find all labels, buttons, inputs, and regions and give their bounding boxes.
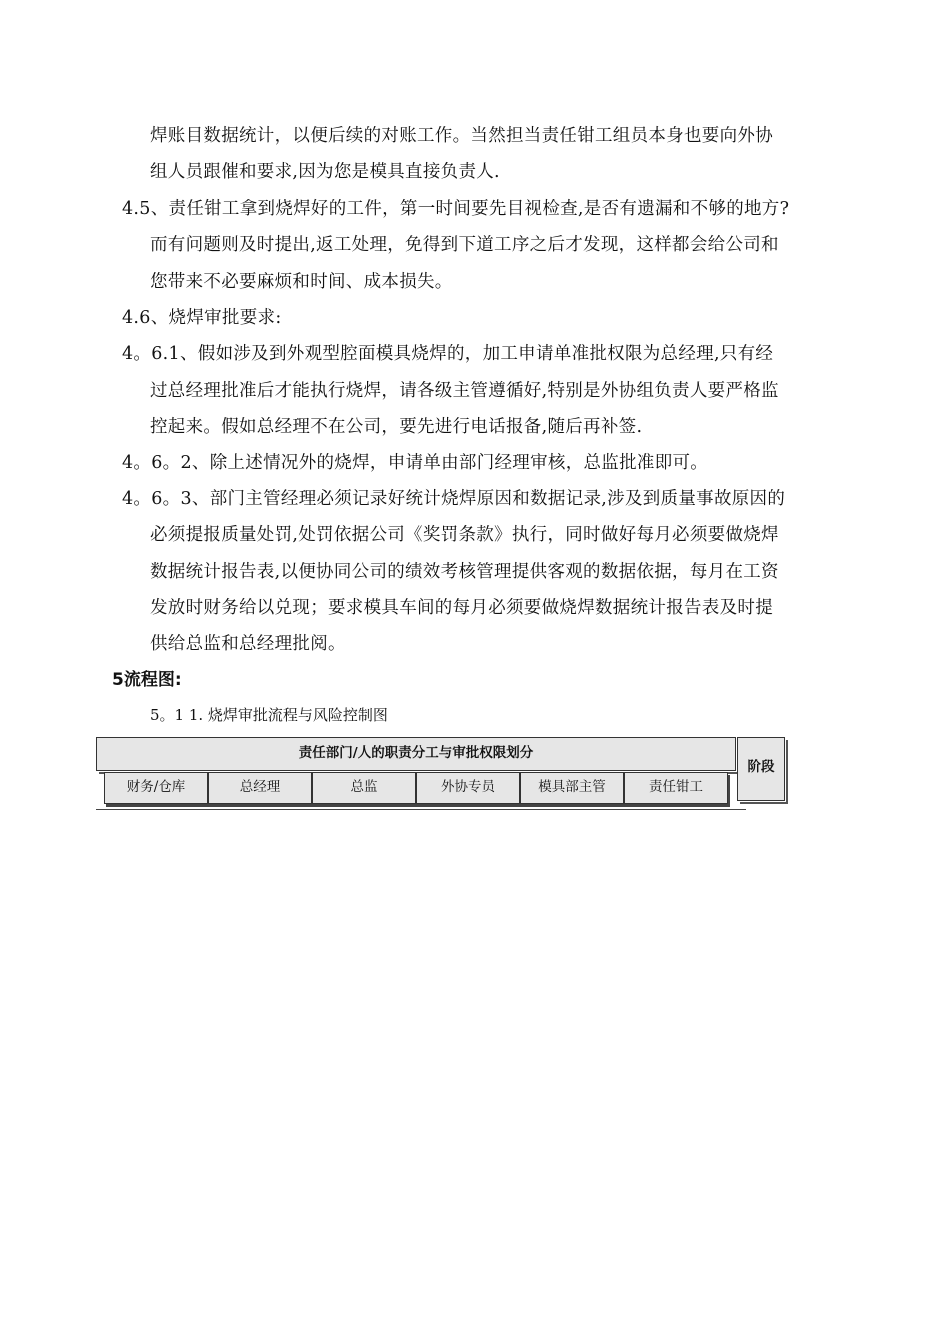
paragraph-line: 4。6.1、假如涉及到外观型腔面模具烧焊的，加工申请单准批权限为总经理,只有经 — [122, 344, 774, 364]
stage-cell: 阶段 — [737, 737, 785, 801]
figure-caption: 5。1 1. 烧焊审批流程与风险控制图 — [150, 706, 388, 724]
paragraph-line: 发放时财务给以兑现；要求模具车间的每月必须要做烧焊数据统计报告表及时提 — [150, 598, 773, 618]
role-cell-fitter: 责任钳工 — [624, 772, 728, 804]
paragraph-line: 而有问题则及时提出,返工处理，免得到下道工序之后才发现，这样都会给公司和 — [150, 235, 779, 255]
paragraph-line: 您带来不必要麻烦和时间、成本损失。 — [150, 272, 453, 292]
paragraph-line: 组人员跟催和要求,因为您是模具直接负责人. — [150, 162, 500, 182]
paragraph-line: 数据统计报告表,以便协同公司的绩效考核管理提供客观的数据依据，每月在工资 — [150, 562, 779, 582]
table-bottom-rule — [96, 809, 746, 810]
paragraph-line: 4.6、烧焊审批要求: — [122, 308, 282, 328]
section-title: 5流程图: — [112, 670, 182, 690]
paragraph-line: 4.5、责任钳工拿到烧焊好的工件，第一时间要先目视检查,是否有遗漏和不够的地方? — [122, 199, 790, 219]
role-cell-general-manager: 总经理 — [208, 772, 312, 804]
role-cell-outsourcing: 外协专员 — [416, 772, 520, 804]
role-cell-director: 总监 — [312, 772, 416, 804]
paragraph-line: 4。6。3、部门主管经理必须记录好统计烧焊原因和数据记录,涉及到质量事故原因的 — [122, 489, 786, 509]
role-header-row — [104, 772, 728, 804]
table-header: 责任部门/人的职责分工与审批权限划分 — [96, 737, 736, 771]
role-cell-mold-supervisor: 模具部主管 — [520, 772, 624, 804]
paragraph-line: 焊账目数据统计，以便后续的对账工作。当然担当责任钳工组员本身也要向外协 — [150, 126, 773, 146]
paragraph-line: 必须提报质量处罚,处罚依据公司《奖罚条款》执行，同时做好每月必须要做烧焊 — [150, 525, 779, 545]
paragraph-line: 过总经理批准后才能执行烧焊，请各级主管遵循好,特别是外协组负责人要严格监 — [150, 381, 779, 401]
role-cell-finance: 财务/仓库 — [104, 772, 208, 804]
paragraph-line: 控起来。假如总经理不在公司，要先进行电话报备,随后再补签. — [150, 417, 643, 437]
paragraph-line: 供给总监和总经理批阅。 — [150, 634, 346, 654]
paragraph-line: 4。6。2、除上述情况外的烧焊，申请单由部门经理审核，总监批准即可。 — [122, 453, 709, 473]
